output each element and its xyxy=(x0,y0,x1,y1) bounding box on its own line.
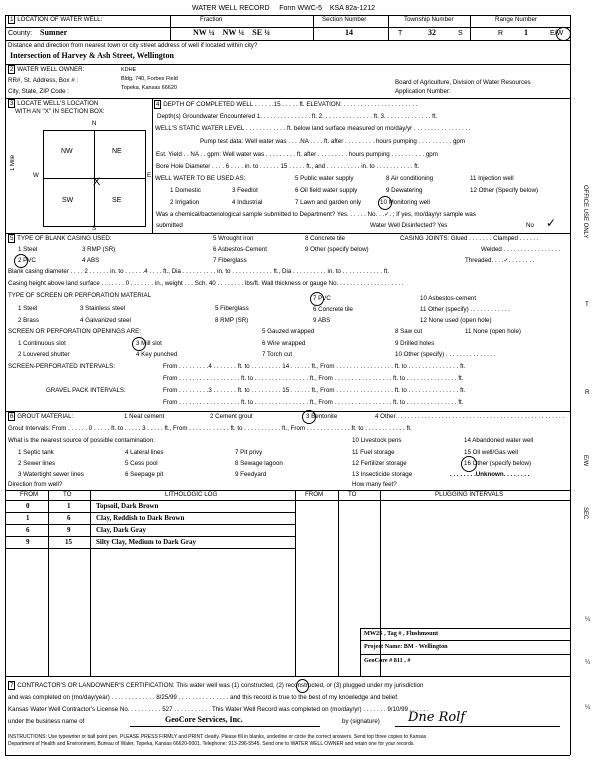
use-10[interactable]: 10 Monitoring well xyxy=(380,199,430,206)
sec4-number: 4 xyxy=(156,101,160,108)
mile-label: 1 Mile xyxy=(10,155,16,172)
casing-5[interactable]: 5 Wrought iron xyxy=(213,235,254,242)
log-from[interactable]: 0 xyxy=(26,502,30,510)
sec2-number: 2 xyxy=(10,66,14,73)
gravel-interval-2[interactable]: From . . . . . . . . . . . . . . . . . . ft. to . . . . . . . . . . . . . . . . ft., From . . . . . . . . . . . . . . . . . ft. to . . . . . . . . . . . . . . . ft. xyxy=(163,399,464,406)
township-value[interactable]: 32 xyxy=(428,28,436,37)
w-circle xyxy=(556,27,571,41)
south-label: S xyxy=(92,225,97,232)
county-value[interactable]: Sumner xyxy=(40,28,68,37)
title-text: WATER WELL RECORD xyxy=(192,5,270,12)
casing-7[interactable]: 7 Fiberglass xyxy=(213,257,247,264)
depth-text[interactable]: DEPTH OF COMPLETED WELL . . . . . .15 . . . . . ft. ELEVATION: . . . . . . . . . . . . . . . . . . . . . . xyxy=(163,101,418,108)
range-r: R xyxy=(498,30,504,37)
contam-16[interactable]: 16 Other (specify below) xyxy=(464,460,532,467)
office-q1: ¼ xyxy=(585,616,591,623)
township-s: S xyxy=(458,30,463,37)
quarter-mark-1: ¼ xyxy=(208,28,215,37)
screen-6[interactable]: 8 RMP (SR) xyxy=(215,317,249,324)
use-11[interactable]: 11 Injection well xyxy=(470,175,514,182)
grout-intervals[interactable]: Grout Intervals: From . . . . . . 0 . . . . . ft. to . . . . . 3 . . . . . ft., From . . . . . . . . . . . . ft. to . . . . . . . . . . . ft., From . . . . . . . . . . . . . ft. to . . . . . . . . . . . . ft. xyxy=(8,425,412,432)
log-to[interactable]: 15 xyxy=(65,538,72,546)
log-lith[interactable]: Clay, Dark Gray xyxy=(96,526,146,534)
log-from[interactable]: 6 xyxy=(26,526,30,534)
cert-text-3[interactable]: Kansas Water Well Contractor's License No. . . . . . . . . . 527 . . . . . . . . . . . This Water Well Record was completed on (mo/day/yr) . . . . . . . 9/10/99 . . . . . . xyxy=(8,706,429,713)
form-title xyxy=(192,5,375,12)
quad-sw: SW xyxy=(62,197,74,204)
quad-nw: NW xyxy=(61,148,73,155)
board-text: Board of Agriculture, Division of Water Resources xyxy=(395,79,531,86)
plugging-header: PLUGGING INTERVALS xyxy=(435,491,504,498)
opening-6[interactable]: 6 Wire wrapped xyxy=(262,340,306,347)
casing-6[interactable]: 6 Asbestos-Cement xyxy=(213,246,267,253)
opening-9[interactable]: 9 Drilled holes xyxy=(395,340,435,347)
screen-3[interactable]: 3 Stainless steel xyxy=(80,305,126,312)
well-x-mark: X xyxy=(93,176,101,188)
disinfected-check: ✓ xyxy=(546,216,557,230)
business-name[interactable]: GeoCore Services, Inc. xyxy=(165,715,243,724)
casing-joints[interactable]: CASING JOINTS: Glued . . . . . . . Clamped . . . . . . xyxy=(400,235,539,242)
geocore-number-text: GeoCore # 811 , # xyxy=(364,657,411,664)
grout-2[interactable]: 2 Cement grout xyxy=(210,413,253,420)
application-number: Application Number: xyxy=(395,88,451,95)
use-10-circle xyxy=(378,196,392,210)
casing-4[interactable]: 4 ABS xyxy=(82,257,100,264)
openings-title: SCREEN OR PERFORATION OPENINGS ARE: xyxy=(8,328,141,335)
well-tag-text: MW2S , Tag # , Flushmount xyxy=(364,630,439,637)
north-label: N xyxy=(92,120,97,127)
log-lith[interactable]: Silty Clay, Medium to Dark Gray xyxy=(96,538,196,546)
ksa-ref: KSA 82a-1212 xyxy=(329,5,375,12)
use-8[interactable]: 8 Air conditioning xyxy=(386,175,434,182)
submitted-label: submitted xyxy=(156,222,183,229)
plug-to-header: TO xyxy=(348,491,357,498)
screen-7[interactable]: 7 PVC xyxy=(313,295,331,302)
use-5[interactable]: 5 Public water supply xyxy=(295,175,354,182)
opening-10[interactable]: 10 Other (specify) . . . . . . . . . . . . . . . xyxy=(395,351,496,358)
threaded[interactable]: Threaded. . . .✓. . . . . . . . xyxy=(465,257,535,264)
log-to[interactable]: 1 xyxy=(67,502,71,510)
use-12[interactable]: 12 Other (Specify below) xyxy=(470,187,539,194)
contam-12[interactable]: 12 Fertilizer storage xyxy=(352,460,407,467)
grout-1[interactable]: 1 Neat cement xyxy=(124,413,165,420)
sec5-title-text: TYPE OF BLANK CASING USED: xyxy=(17,235,112,242)
use-2[interactable]: 2 Irrigation xyxy=(170,199,200,206)
contam-13[interactable]: 13 Insecticide storage xyxy=(352,471,413,478)
signature-label: by (signature) xyxy=(342,718,380,725)
casing-8[interactable]: 8 Concrete tile xyxy=(305,235,345,242)
form-number: Form WWC-5 xyxy=(279,5,323,12)
sec1-title xyxy=(8,17,102,23)
quarter-mark-3: ¼ xyxy=(264,28,271,37)
sec7-cert-line1 xyxy=(8,683,423,689)
gravel-interval-1[interactable]: From . . . . . . . . .3 . . . . . . . ft. to . . . . . . . . . 15 . . . . . . ft., From . . . . . . . . . . . . . . . . . ft. to . . . . . . . . . . . . . . . ft. xyxy=(163,387,466,394)
contam-other-value[interactable]: . . . . . . . .Unknown. . . . . . . . xyxy=(450,471,530,478)
opening-5[interactable]: 5 Gauzed wrapped xyxy=(262,328,315,335)
sec1-number: 1 xyxy=(10,16,14,23)
office-use-label: OFFICE USE ONLY xyxy=(582,185,588,239)
office-r: R xyxy=(585,389,590,396)
constructed-circle xyxy=(296,679,309,693)
quad-se: SE xyxy=(112,197,122,204)
static-level-text[interactable]: WELL'S STATIC WATER LEVEL . . . . . . . . . . . . ft. below land surface measured on mo/day/yr . . . . . . . . . . . . . . . . . xyxy=(155,125,471,132)
sec3-title xyxy=(8,101,98,107)
blank-casing-diameter[interactable]: Blank casing diameter . . . . 2 . . . . . . in. to . . . . . .4 . . . . ft., Dia . . . . . . . . . . in. to . . . . . . . . . . . . ft., Dia . . . . . . . . . . in. to . . . . . . . . . . . . ft. xyxy=(8,268,389,275)
contam-6[interactable]: 6 Seepage pit xyxy=(125,471,164,478)
grout-4[interactable]: 4 Other . . . . . . . . . . . . . . . . . . . . . . . . . . . . . . . . . . . . . . . . . . . . . . . . . xyxy=(375,413,565,420)
instructions-1: INSTRUCTIONS: Use typewriter or ball point pen. PLEASE PRESS FIRMLY and PRINT clearly. Please fill in blanks, underline or circle the correct answers. Send top three copies to Kansas xyxy=(8,734,427,740)
casing-9[interactable]: 9 Other (specify below) xyxy=(305,246,369,253)
opening-4[interactable]: 4 Key punched xyxy=(136,351,178,358)
quad-ne: NE xyxy=(112,148,122,155)
screen-interval-2[interactable]: From . . . . . . . . . . . . . . . . . . ft. to . . . . . . . . . . . . . . . . ft., From . . . . . . . . . . . . . . . . . ft. to . . . . . . . . . . . . . . . ft. xyxy=(163,375,464,382)
address-label: RR#, St. Address, Box # : xyxy=(8,77,79,84)
contam-8[interactable]: 8 Sewage lagoon xyxy=(235,460,283,467)
pump-test-text[interactable]: Pump test data: Well water was . . . .NA . . . . ft. after . . . . . . . . . hours pumping . . . . . . . . . . gpm xyxy=(200,138,466,145)
screen-4[interactable]: 4 Galvanized steel xyxy=(80,317,131,324)
contam-10[interactable]: 10 Livestock pens xyxy=(352,437,402,444)
township-t: T xyxy=(398,30,403,37)
log-from[interactable]: 9 xyxy=(26,538,30,546)
opening-7[interactable]: 7 Torch cut xyxy=(262,351,293,358)
sec2-title xyxy=(8,67,84,73)
sec6-title xyxy=(8,414,73,420)
range-label: Range Number xyxy=(495,16,537,23)
use-1[interactable]: 1 Domestic xyxy=(170,187,201,194)
log-to[interactable]: 6 xyxy=(67,514,71,522)
fraction-label: Fraction xyxy=(200,16,223,23)
office-ew: E/W xyxy=(582,455,588,467)
casing-1[interactable]: 1 Steel xyxy=(18,246,38,253)
sec4-depth-row xyxy=(154,102,418,108)
log-lith[interactable]: Clay, Reddish to Dark Brown xyxy=(96,514,185,522)
chem-text[interactable]: Was a chemical/bacteriological sample submitted to Department? Yes. . . . . . No. . .✓. ; If yes, mo/day/yr sample was xyxy=(156,211,476,218)
log-from[interactable]: 1 xyxy=(26,514,30,522)
signature[interactable]: Dne Rolf xyxy=(408,710,466,725)
use-7[interactable]: 7 Lawn and garden only xyxy=(295,199,362,206)
owner-value[interactable]: KDHE xyxy=(121,67,137,73)
fraction-1[interactable]: NW xyxy=(193,28,207,37)
log-to[interactable]: 9 xyxy=(67,526,71,534)
distance-value[interactable]: Intersection of Harvey & Ash Street, Wellington xyxy=(10,51,174,60)
address-value[interactable]: Bldg. 740, Forbes Field xyxy=(121,76,178,82)
county-label: County: xyxy=(8,30,33,37)
section-label: Section Number xyxy=(322,16,367,23)
grout-3-circle xyxy=(302,410,316,424)
log-lith[interactable]: Topsoil, Dark Brown xyxy=(96,502,159,510)
sec2-title-text: WATER WELL OWNER: xyxy=(17,66,85,73)
contam-15[interactable]: 15 Oil well/Gas well xyxy=(464,449,518,456)
office-q2: ¼ xyxy=(585,659,591,666)
sec5-number: 5 xyxy=(10,235,14,242)
opening-8[interactable]: 8 Saw cut xyxy=(395,328,423,335)
office-sec: SEC xyxy=(582,507,588,520)
use-9[interactable]: 9 Dewatering xyxy=(386,187,423,194)
use-6[interactable]: 6 Oil field water supply xyxy=(295,187,358,194)
opening-11[interactable]: 11 None (open hole) xyxy=(465,328,521,335)
casing-2[interactable]: 2 PVC xyxy=(18,257,36,264)
east-label: E xyxy=(147,172,152,179)
gravel-intervals-label: GRAVEL PACK INTERVALS: xyxy=(46,387,126,394)
opening-2[interactable]: 2 Louvered shutter xyxy=(18,351,70,358)
contam-1[interactable]: 1 Septic tank xyxy=(18,449,54,456)
contam-14[interactable]: 14 Abandoned water well xyxy=(464,437,534,444)
sec3-title-2: WITH AN "X" IN SECTION BOX: xyxy=(15,108,105,115)
direction-label[interactable]: Direction from well? xyxy=(8,481,63,488)
groundwater-text[interactable]: Depth(s) Groundwater Encountered 1. . . . . . . . . . . . . . . ft. 2. . . . . . . . . . . . . . . ft. 3. . . . . . . . . . . . . . ft. xyxy=(157,113,438,120)
screen-9[interactable]: 9 ABS xyxy=(313,317,331,324)
plug-from-header: FROM xyxy=(305,491,324,498)
screen-title: TYPE OF SCREEN OR PERFORATION MATERIAL xyxy=(8,292,152,299)
screen-8[interactable]: 6 Concrete tile xyxy=(313,306,353,313)
sec3-number: 3 xyxy=(10,100,14,107)
casing-3[interactable]: 3 RMP (SR) xyxy=(82,246,116,253)
contamination-label: What is the nearest source of possible contamination: xyxy=(8,437,155,444)
screen-11[interactable]: 11 Other (specify) . . . . . . . . . . . . xyxy=(420,306,510,313)
office-q3: ¼ xyxy=(585,704,591,711)
city-label: City, State, ZIP Code : xyxy=(8,88,69,95)
screen-intervals-label: SCREEN-PERFORATED INTERVALS: xyxy=(8,363,115,370)
sec5-title xyxy=(8,236,112,242)
screen-12[interactable]: 12 None used (open hole) xyxy=(420,317,492,324)
fraction-values xyxy=(193,29,270,37)
use-label: WELL WATER TO BE USED AS: xyxy=(155,175,246,182)
screen-2[interactable]: 2 Brass xyxy=(18,317,39,324)
township-label: Township Number xyxy=(404,16,454,23)
cert-text-2[interactable]: and was completed on (mo/day/year) . . . . . . . . . . . . . 8/25/99 . . . . . . . . . . . . . . . and this record is true to the best of my knowledge and belief. xyxy=(8,694,399,701)
sec3-title-1: LOCATE WELL'S LOCATION xyxy=(17,100,99,107)
sec7-number: 7 xyxy=(10,682,14,689)
contam-7[interactable]: 7 Pit privy xyxy=(235,449,263,456)
use-3[interactable]: 3 Feedlot xyxy=(232,187,258,194)
office-t: T xyxy=(585,301,589,308)
screen-10[interactable]: 10 Asbestos-cement xyxy=(420,295,477,302)
screen-7-circle xyxy=(310,292,324,306)
screen-interval-1[interactable]: From . . . . . . . . .4 . . . . . . . ft. to . . . . . . . . . 14 . . . . . . ft., From . . . . . . . . . . . . . . . . . ft. to . . . . . . . . . . . . . . . ft. xyxy=(163,363,466,370)
range-ew[interactable]: E/W xyxy=(550,30,564,37)
opening-3-circle xyxy=(132,337,146,351)
contam-11[interactable]: 11 Fuel storage xyxy=(352,449,395,456)
yield-text[interactable]: Est. Yield . . NA . . gpm: Well water was . . . . . . . . . ft. after . . . . . . . . . hours pumping . . . . . . . . . . gpm xyxy=(156,151,438,158)
opening-3[interactable]: 3 Mill slot xyxy=(136,340,162,347)
business-label: under the business name of xyxy=(8,718,85,725)
sec6-number: 6 xyxy=(10,413,14,420)
cert-text-1: CONTRACTOR'S OR LANDOWNER'S CERTIFICATION: This water well was (1) constructed, (2) reconstructed, or (3) plugged under my jurisdiction xyxy=(17,682,424,689)
welded[interactable]: Welded . . . . . . . . . . . . . . . . . xyxy=(481,246,561,253)
use-4[interactable]: 4 Industrial xyxy=(232,199,263,206)
contam-16-circle xyxy=(461,456,477,472)
contam-2[interactable]: 2 Sewer lines xyxy=(18,460,56,467)
screen-5[interactable]: 5 Fiberglass xyxy=(215,305,249,312)
feet-label[interactable]: How many feet? xyxy=(352,481,397,488)
sec6-title-text: GROUT MATERIAL: xyxy=(17,413,74,420)
project-name-text: Project Name: BM - Wellington xyxy=(364,643,448,650)
distance-label: Distance and direction from nearest town or city street address of well if located within city? xyxy=(8,42,258,49)
contam-9[interactable]: 9 Feedyard xyxy=(235,471,267,478)
contam-5[interactable]: 5 Cess pool xyxy=(125,460,158,467)
log-to-header: TO xyxy=(63,491,72,498)
disinfected-no[interactable]: No xyxy=(526,222,534,229)
contam-3[interactable]: 3 Watertight sewer lines xyxy=(18,471,84,478)
city-value[interactable]: Topeka, Kansas 66620 xyxy=(121,85,177,91)
disinfected-text[interactable]: Water Well Disinfected? Yes xyxy=(370,222,448,229)
grout-3[interactable]: 3 Bentonite xyxy=(306,413,338,420)
contam-4[interactable]: 4 Lateral lines xyxy=(125,449,164,456)
quarter-mark-2: ¼ xyxy=(238,28,245,37)
screen-1[interactable]: 1 Steel xyxy=(18,305,38,312)
range-value[interactable]: 1 xyxy=(524,28,528,37)
opening-1[interactable]: 1 Continuous slot xyxy=(18,340,66,347)
casing-2-circle xyxy=(14,254,28,268)
section-value[interactable]: 14 xyxy=(345,28,353,37)
instructions-2: Department of Health and Environment, Bureau of Water, Topeka, Kansas 66620-0001. Telephone: 913-296-5545. Send one to WATER WELL OWNER and retain one for your records. xyxy=(8,741,415,747)
west-label: W xyxy=(33,172,39,179)
casing-height[interactable]: Casing height above land surface . . . . . . . 0 . . . . . . . in., weight . . . Sch. 40 . . . . . . . . lbs/ft. Wall thickness or gauge No. . . . . . . . . . . . . . . . . . . . xyxy=(8,280,404,287)
fraction-3[interactable]: SE xyxy=(252,28,263,37)
lithologic-header: LITHOLOGIC LOG xyxy=(165,491,218,498)
log-from-header: FROM xyxy=(20,491,39,498)
bore-text[interactable]: Bore Hole Diameter . . . . 6 . . . . in. to . . . . . . 15 . . . . . ft., and . . . . . . . . . . in. to . . . . . . . . . . . ft. xyxy=(156,163,420,170)
fraction-2[interactable]: NW xyxy=(222,28,237,37)
sec1-title-text: LOCATION OF WATER WELL: xyxy=(17,16,103,23)
